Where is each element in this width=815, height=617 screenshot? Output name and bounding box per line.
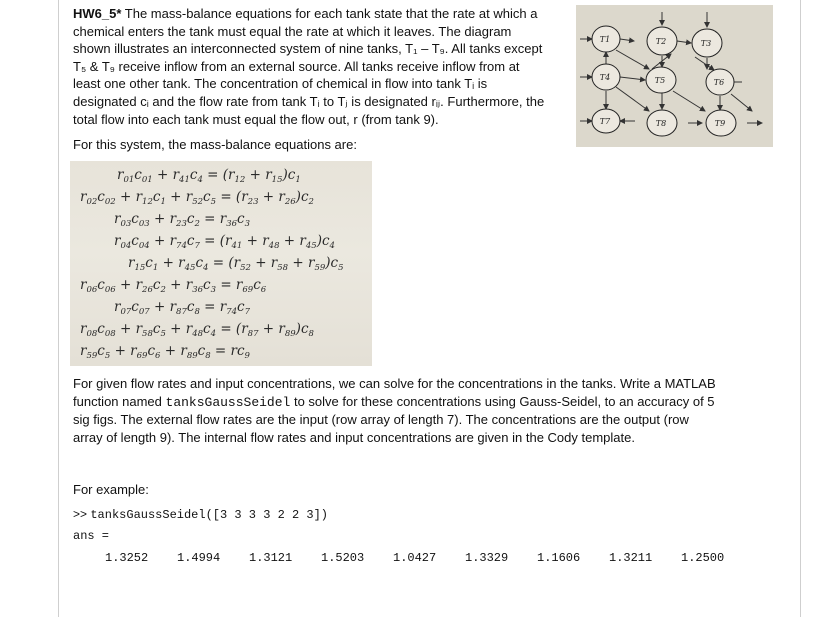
page-border-right (800, 0, 801, 617)
tank-label: T3 (700, 39, 712, 48)
problem-statement (73, 375, 763, 446)
intro-line: least one other tank. The concentration of chemical in flow into tank Tᵢ is (73, 76, 488, 92)
intro-paragraph (73, 5, 573, 128)
mass-balance-equation: $r_{59}c_5 + r_{69}c_6 + r_{89}c_8 = rc_9$ (80, 343, 250, 361)
ans-value: 1.4994 (177, 551, 221, 565)
ans-value: 1.0427 (393, 551, 437, 565)
command-prompt: >> (73, 507, 91, 521)
ans-value: 1.3329 (465, 551, 509, 565)
mass-balance-equation: $r_{08}c_{08} + r_{58}c_5 + r_{48}c_4 = (r_{87} + r_{89})c_8$ (80, 321, 314, 339)
mass-balance-equation: $r_{06}c_{06} + r_{26}c_2 + r_{36}c_3 = r_{69}c_6$ (80, 277, 267, 295)
intro-line: The mass-balance equations for each tank state that the rate at which a (121, 6, 538, 21)
tank-label: T6 (713, 78, 725, 87)
ans-values (105, 551, 753, 565)
problem-line (73, 393, 763, 412)
equations-image (70, 161, 372, 366)
tank-label: T9 (714, 119, 726, 128)
problem-line: sig figs. The external flow rates are the input (row array of length 7). The concentrations are the output (row (73, 412, 689, 427)
tank-diagram (576, 5, 773, 147)
problem-line: array of length 9). The internal flow rates and input concentrations are given in the Cody template. (73, 429, 635, 445)
intro-line: designated cᵢ and the flow rate from tank Tᵢ to Tⱼ is designated rᵢⱼ. Furthermore, the (73, 93, 545, 109)
problem-text: to solve for these concentrations using Gauss-Seidel, to an accuracy of 5 (290, 393, 715, 409)
mass-balance-equation: $r_{03}c_{03} + r_{23}c_2 = r_{36}c_3$ (114, 211, 251, 229)
tank-label: T7 (599, 117, 611, 126)
example-command: tanksGaussSeidel([3 3 3 3 2 2 3]) (90, 508, 328, 522)
tank-label: T2 (655, 37, 667, 46)
ans-value: 1.3121 (249, 551, 293, 565)
ans-value: 1.5203 (321, 551, 365, 565)
ans-label: ans = (73, 529, 110, 543)
mass-balance-equation: $r_{04}c_{04} + r_{74}c_7 = (r_{41} + r_{48} + r_{45})c_4$ (114, 233, 335, 251)
intro-line: chemical enters the tank must equal the rate at which it leaves. The diagram (73, 23, 512, 39)
ans-value: 1.2500 (681, 551, 725, 565)
mass-balance-equation: $r_{02}c_{02} + r_{12}c_1 + r_{52}c_5 = (r_{23} + r_{26})c_2$ (80, 189, 314, 207)
equations-intro: For this system, the mass-balance equations are: (73, 137, 357, 152)
ans-value: 1.1606 (537, 551, 581, 565)
tank-diagram-svg (576, 5, 773, 147)
intro-line: total flow into each tank must equal the flow out, r (from tank 9). (73, 111, 439, 127)
ans-value: 1.3211 (609, 551, 653, 565)
mass-balance-equation: $r_{07}c_{07} + r_{87}c_8 = r_{74}c_7$ (114, 299, 251, 317)
problem-title: HW6_5* (73, 6, 122, 21)
example-command-line (73, 507, 328, 522)
problem-line: For given flow rates and input concentrations, we can solve for the concentrations in the tanks. Write a MATLAB (73, 376, 716, 391)
intro-line: T₅ & T₉ receive inflow from an external source. All tanks receive inflow from at (73, 58, 520, 74)
tank-label: T8 (655, 119, 667, 128)
example-label: For example: (73, 482, 149, 497)
mass-balance-equation: $r_{01}c_{01} + r_{41}c_4 = (r_{12} + r_{15})c_1$ (117, 167, 301, 185)
tank-label: T5 (654, 76, 666, 85)
tank-label: T1 (599, 35, 611, 44)
ans-value: 1.3252 (105, 551, 149, 565)
tank-label: T4 (599, 73, 611, 82)
mass-balance-equation: $r_{15}c_1 + r_{45}c_4 = (r_{52} + r_{58} + r_{59})c_5$ (128, 255, 344, 273)
problem-text: function named (73, 393, 166, 409)
page-border-left (58, 0, 59, 617)
intro-line: shown illustrates an interconnected system of nine tanks, T₁ – T₉. All tanks except (73, 41, 543, 57)
function-name: tanksGaussSeidel (165, 394, 291, 410)
